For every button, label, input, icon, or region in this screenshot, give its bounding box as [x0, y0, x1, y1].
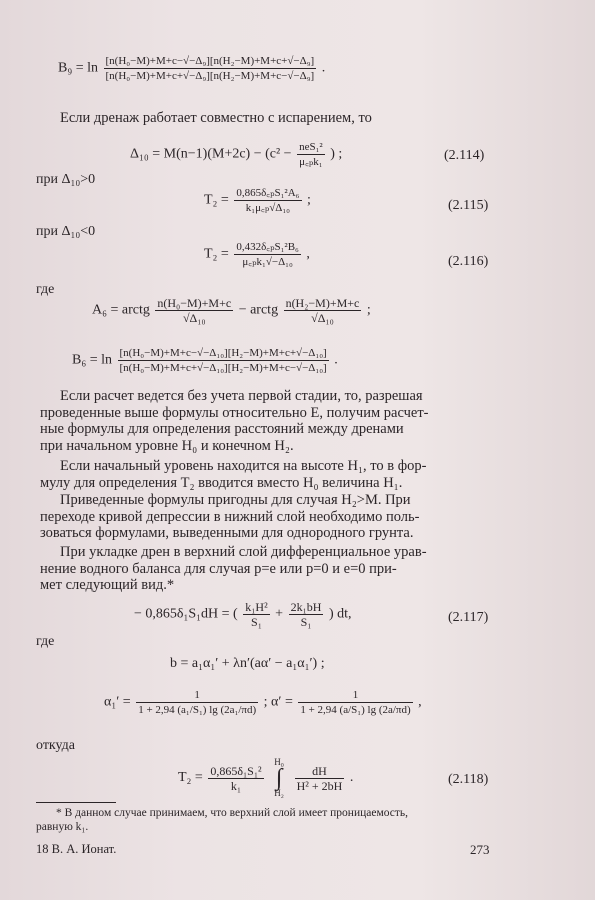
label-where-1: где	[36, 282, 55, 297]
paragraph-5-line-2: нение водного баланса для случая p=e или p=0 и e=0 при-	[40, 560, 397, 577]
formula-2-116-tail: ,	[306, 246, 310, 262]
formula-2-118-tail: .	[349, 770, 354, 786]
formula-b6	[72, 346, 338, 375]
formula-a6-fraction-2	[284, 296, 362, 325]
formula-a6	[92, 296, 371, 325]
formula-alphas-separator: ;	[263, 694, 268, 710]
formula-a6-middle: − arctg	[238, 302, 279, 318]
formula-alpha1-lhs: α₁′ =	[104, 694, 131, 710]
formula-b6-tail: .	[334, 352, 338, 368]
formula-alpha-numerator: 1	[298, 688, 412, 703]
integral-lower-limit: H₂	[274, 788, 284, 798]
formula-alphas	[104, 688, 422, 717]
formula-a6-fraction-1	[155, 296, 233, 325]
formula-2-114-numerator: neS₁²	[299, 141, 323, 153]
paragraph-5-line-3: мет следующий вид.*	[40, 577, 175, 593]
equation-number-2-118: (2.118)	[448, 772, 489, 787]
integral-upper-limit: H₀	[274, 757, 284, 767]
formula-2-118-numerator: 0,865δ₁S₁²	[210, 763, 262, 778]
formula-b6-numerator: [n(H₀−M)+M+c−√−Δ₁₀][H₂−M)+M+c+√−Δ₁₀]	[119, 347, 327, 359]
paragraph-4-line-1: Приведенные формулы пригодны для случая H₂>M. При	[60, 492, 411, 508]
formula-2-114-tail: ) ;	[330, 146, 343, 162]
formula-2-115-tail: ;	[307, 192, 311, 208]
formula-2-116-fraction	[234, 240, 301, 269]
formula-2-116-numerator: 0,432δ꜀ₚS₁²B₆	[236, 241, 299, 253]
formula-2-118	[178, 758, 353, 798]
formula-2-117	[134, 600, 352, 629]
formula-2-118-denominator: k₁	[230, 778, 242, 793]
formula-a6-denominator-1: √Δ₁₀	[182, 311, 206, 325]
formula-2-115-denominator: k₁μ꜀ₚ√Δ₁₀	[245, 202, 291, 214]
formula-2-117-lhs: − 0,865δ₁S₁dH = (	[134, 606, 238, 622]
formula-b6-lhs: B₆ = ln	[72, 352, 113, 368]
integral-sign: H₀ ∫ H₂	[269, 758, 289, 798]
formula-b6-denominator: [n(H₀−M)+M+c+√−Δ₁₀][H₂−M)+M+c−√−Δ₁₀]	[119, 362, 327, 374]
formula-2-117-numerator-1: k₁H²	[245, 600, 268, 614]
formula-2-116-lhs: T₂ =	[204, 246, 229, 262]
formula-a6-lhs: A₆ = arctg	[92, 302, 150, 318]
paragraph-1-line: Если дренаж работает совместно с испарением, то	[60, 110, 372, 126]
formula-2-115	[204, 186, 311, 215]
formula-2-114-denominator: μ꜀ₚk₁	[299, 156, 323, 168]
label-where-2: где	[36, 634, 55, 649]
formula-2-117-plus: +	[275, 606, 284, 622]
formula-a6-tail: ;	[366, 302, 371, 318]
formula-2-117-denominator-1: S₁	[251, 615, 262, 629]
formula-2-114	[130, 140, 342, 169]
formula-2-118-fraction	[208, 764, 263, 793]
condition-2-116: при Δ₁₀<0	[36, 224, 96, 239]
formula-alpha1-denominator: 1 + 2,94 (a₁/S₁) lg (2a₁/πd)	[138, 704, 257, 716]
label-whence: откуда	[36, 738, 75, 753]
condition-2-115: при Δ₁₀>0	[36, 172, 96, 187]
formula-2-116	[204, 240, 310, 269]
paragraph-1	[60, 110, 518, 127]
formula-b6-fraction	[118, 346, 329, 375]
formula-b9	[58, 54, 325, 83]
formula-alpha1-numerator: 1	[136, 688, 258, 703]
paragraph-3-line-2: мулу для определения T₂ вводится вместо H₀ величина H₁.	[40, 474, 403, 491]
equation-number-2-114: (2.114)	[444, 148, 485, 163]
formula-b9-numerator: [n(H₀−M)+M+c−√−Δ₉][n(H₂−M)+M+c+√−Δ₉]	[105, 55, 315, 67]
footnote-line-1: * В данном случае принимаем, что верхний слой имеет проницаемость,	[56, 807, 409, 819]
formula-2-114-fraction	[297, 140, 325, 169]
formula-alpha1-fraction	[136, 688, 258, 717]
paragraph-5-line-1: При укладке дрен в верхний слой дифференциальное урав-	[60, 544, 427, 560]
formula-b-definition: b = a₁α₁′ + λn′(aα′ − a₁α₁′) ;	[170, 656, 325, 671]
formula-b9-fraction	[104, 54, 317, 83]
equation-number-2-117: (2.117)	[448, 610, 489, 625]
paragraph-4-line-3: зоваться формулами, выведенными для однородного грунта.	[40, 525, 414, 541]
footnote-line-2: равную k₁.	[36, 821, 89, 833]
formula-2-116-denominator: μ꜀ₚk₁√−Δ₁₀	[242, 256, 293, 268]
formula-b9-tail: .	[321, 60, 326, 76]
formula-a6-numerator-1: n(H₀−M)+M+c	[157, 296, 232, 310]
paragraph-2-line-2: проведенные выше формулы относительно E, получим расчет-	[40, 404, 429, 421]
formula-2-118-integrand	[295, 764, 345, 793]
formula-2-118-integrand-numerator: dH	[295, 764, 345, 779]
formula-2-115-numerator: 0,865δ꜀ₚS₁²A₆	[236, 187, 300, 199]
formula-2-118-integrand-denominator: H² + 2bH	[296, 778, 343, 793]
formula-2-117-fraction-2	[289, 600, 324, 629]
paragraph-4-line-2: переходе кривой депрессии в нижний слой необходимо поль-	[40, 508, 420, 525]
paragraph-2-line-3: ные формулы для определения расстояний между дренами	[40, 421, 404, 437]
formula-2-118-lhs: T₂ =	[178, 770, 203, 786]
formula-2-117-numerator-2: 2k₁bH	[290, 600, 322, 614]
footnote	[36, 806, 506, 834]
formula-alpha-lhs: α′ =	[271, 694, 293, 710]
formula-2-117-denominator-2: S₁	[300, 615, 312, 629]
paragraph-3	[40, 458, 498, 491]
formula-2-117-fraction-1	[243, 600, 269, 629]
paragraph-4	[40, 492, 498, 542]
formula-a6-numerator-2: n(H₂−M)+M+c	[285, 296, 360, 310]
paragraph-3-line-1: Если начальный уровень находится на высоте H₁, то в фор-	[60, 458, 427, 474]
formula-2-115-fraction	[234, 186, 301, 215]
formula-alpha-fraction	[298, 688, 412, 717]
formula-alphas-tail: ,	[418, 694, 422, 710]
formula-b9-lhs: B₉ = ln	[58, 60, 99, 76]
formula-b9-denominator: [n(H₀−M)+M+c+√−Δ₉][n(H₂−M)+M+c−√−Δ₉]	[105, 70, 315, 82]
paragraph-2-line-4: при начальном уровне H₀ и конечном H₂.	[40, 437, 294, 454]
paragraph-2	[40, 388, 498, 454]
formula-a6-denominator-2: √Δ₁₀	[311, 311, 334, 325]
formula-2-117-tail: ) dt,	[328, 606, 352, 622]
equation-number-2-116: (2.116)	[448, 254, 489, 269]
paragraph-5	[40, 544, 498, 594]
paragraph-2-line-1: Если расчет ведется без учета первой стадии, то, разрешая	[60, 388, 423, 404]
formula-2-115-lhs: T₂ =	[204, 192, 229, 208]
page-number: 273	[470, 842, 490, 857]
footnote-rule	[36, 802, 116, 803]
formula-alpha-denominator: 1 + 2,94 (a/S₁) lg (2a/πd)	[300, 704, 411, 716]
equation-number-2-115: (2.115)	[448, 198, 489, 213]
formula-2-114-main: Δ₁₀ = M(n−1)(M+2c) − (c² −	[130, 146, 292, 162]
printer-signature: 18 В. А. Ионат.	[36, 842, 117, 856]
